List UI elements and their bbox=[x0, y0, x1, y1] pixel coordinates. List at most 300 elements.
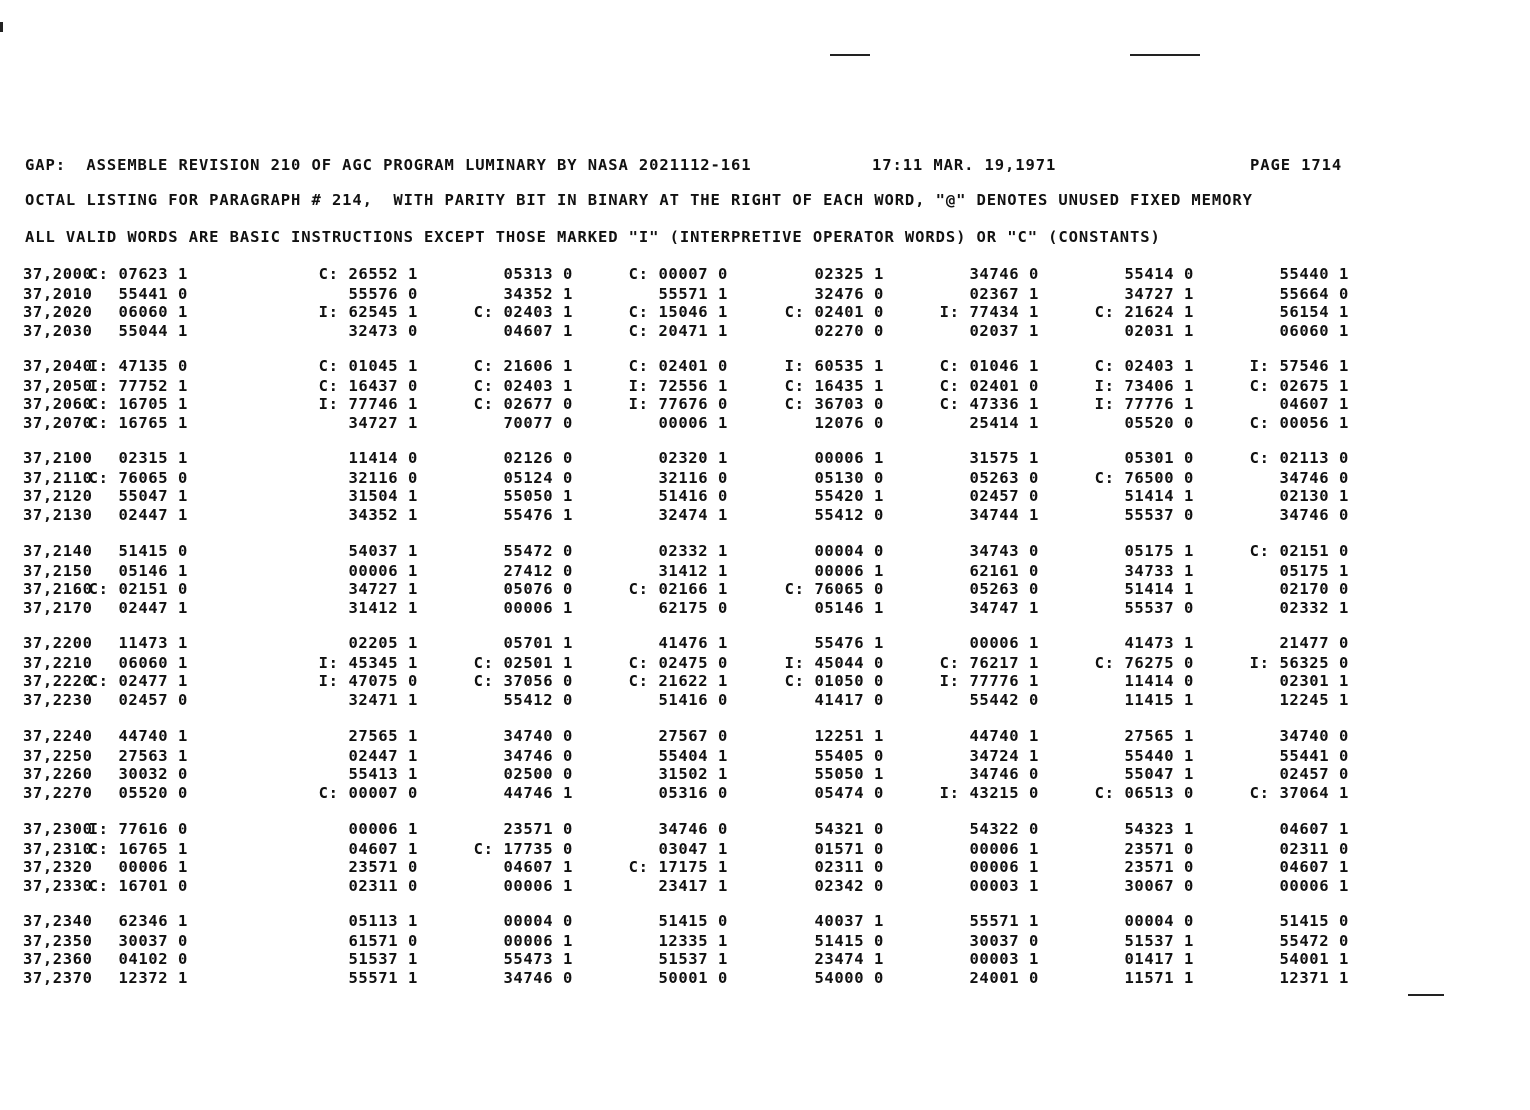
octal-word: 23571 0 bbox=[1124, 858, 1194, 876]
octal-word: C: 16437 0 bbox=[318, 377, 418, 395]
octal-word: 02447 1 bbox=[118, 506, 188, 524]
memory-address: 37,2300 bbox=[23, 820, 93, 838]
octal-word: 05313 0 bbox=[503, 265, 573, 283]
octal-word: 06060 1 bbox=[118, 303, 188, 321]
octal-word: 61571 0 bbox=[348, 932, 418, 950]
octal-word: 05130 0 bbox=[814, 469, 884, 487]
octal-word: 34746 0 bbox=[1279, 469, 1349, 487]
octal-word: 12076 0 bbox=[814, 414, 884, 432]
listing-row bbox=[0, 634, 1530, 652]
octal-word: C: 37064 1 bbox=[1249, 784, 1349, 802]
octal-word: 55420 1 bbox=[814, 487, 884, 505]
octal-word: 02170 0 bbox=[1279, 580, 1349, 598]
octal-word: 55571 1 bbox=[658, 285, 728, 303]
octal-word: 02205 1 bbox=[348, 634, 418, 652]
octal-word: 55405 0 bbox=[814, 747, 884, 765]
octal-word: C: 76500 0 bbox=[1094, 469, 1194, 487]
page-number: PAGE 1714 bbox=[1250, 156, 1343, 174]
octal-word: 21477 0 bbox=[1279, 634, 1349, 652]
scan-artifact bbox=[0, 22, 3, 32]
octal-word: 00006 1 bbox=[658, 414, 728, 432]
octal-word: C: 01045 1 bbox=[318, 357, 418, 375]
memory-address: 37,2360 bbox=[23, 950, 93, 968]
octal-word: 04102 0 bbox=[118, 950, 188, 968]
octal-word: C: 47336 1 bbox=[939, 395, 1039, 413]
octal-word: 34746 0 bbox=[503, 747, 573, 765]
listing-row bbox=[0, 487, 1530, 505]
octal-word: 34727 1 bbox=[348, 414, 418, 432]
octal-word: 55044 1 bbox=[118, 322, 188, 340]
octal-word: 11415 1 bbox=[1124, 691, 1194, 709]
memory-address: 37,2050 bbox=[23, 377, 93, 395]
memory-address: 37,2370 bbox=[23, 969, 93, 987]
octal-word: I: 45044 0 bbox=[784, 654, 884, 672]
octal-word: 12335 1 bbox=[658, 932, 728, 950]
memory-address: 37,2040 bbox=[23, 357, 93, 375]
memory-address: 37,2310 bbox=[23, 840, 93, 858]
listing-row bbox=[0, 727, 1530, 745]
octal-word: 05520 0 bbox=[1124, 414, 1194, 432]
octal-word: 05076 0 bbox=[503, 580, 573, 598]
memory-address: 37,2000 bbox=[23, 265, 93, 283]
octal-word: 05301 0 bbox=[1124, 449, 1194, 467]
octal-word: 32471 1 bbox=[348, 691, 418, 709]
octal-word: 44740 1 bbox=[118, 727, 188, 745]
octal-word: C: 16765 1 bbox=[88, 414, 188, 432]
octal-word: 55664 0 bbox=[1279, 285, 1349, 303]
octal-word: 55441 0 bbox=[1279, 747, 1349, 765]
octal-word: 55441 0 bbox=[118, 285, 188, 303]
listing-row bbox=[0, 840, 1530, 858]
octal-word: 34743 0 bbox=[969, 542, 1039, 560]
octal-word: 12371 1 bbox=[1279, 969, 1349, 987]
octal-word: 51537 1 bbox=[658, 950, 728, 968]
memory-address: 37,2330 bbox=[23, 877, 93, 895]
octal-word: 55571 1 bbox=[348, 969, 418, 987]
octal-word: 23474 1 bbox=[814, 950, 884, 968]
octal-word: 05146 1 bbox=[814, 599, 884, 617]
octal-word: 04607 1 bbox=[503, 858, 573, 876]
octal-word: 54321 0 bbox=[814, 820, 884, 838]
listing-row bbox=[0, 877, 1530, 895]
octal-word: C: 76217 1 bbox=[939, 654, 1039, 672]
octal-word: 55473 1 bbox=[503, 950, 573, 968]
octal-word: C: 21622 1 bbox=[628, 672, 728, 690]
octal-word: 05124 0 bbox=[503, 469, 573, 487]
octal-word: 27565 1 bbox=[1124, 727, 1194, 745]
listing-row bbox=[0, 765, 1530, 783]
octal-word: 54037 1 bbox=[348, 542, 418, 560]
octal-word: C: 02403 1 bbox=[473, 377, 573, 395]
octal-word: 00006 1 bbox=[969, 840, 1039, 858]
octal-word: 51415 0 bbox=[1279, 912, 1349, 930]
octal-word: 04607 1 bbox=[1279, 820, 1349, 838]
octal-word: I: 57546 1 bbox=[1249, 357, 1349, 375]
listing-row bbox=[0, 691, 1530, 709]
octal-word: I: 77752 1 bbox=[88, 377, 188, 395]
listing-row bbox=[0, 950, 1530, 968]
octal-word: 34746 0 bbox=[969, 265, 1039, 283]
octal-word: 25414 1 bbox=[969, 414, 1039, 432]
octal-word: 00004 0 bbox=[503, 912, 573, 930]
octal-word: 04607 1 bbox=[503, 322, 573, 340]
octal-word: I: 77434 1 bbox=[939, 303, 1039, 321]
octal-word: C: 20471 1 bbox=[628, 322, 728, 340]
octal-word: I: 62545 1 bbox=[318, 303, 418, 321]
octal-word: C: 36703 0 bbox=[784, 395, 884, 413]
octal-word: 00006 1 bbox=[348, 562, 418, 580]
octal-word: 05263 0 bbox=[969, 580, 1039, 598]
memory-address: 37,2260 bbox=[23, 765, 93, 783]
memory-address: 37,2100 bbox=[23, 449, 93, 467]
octal-word: 02311 0 bbox=[1279, 840, 1349, 858]
octal-word: C: 02401 0 bbox=[628, 357, 728, 375]
octal-word: 27563 1 bbox=[118, 747, 188, 765]
octal-word: 02332 1 bbox=[658, 542, 728, 560]
octal-word: C: 16765 1 bbox=[88, 840, 188, 858]
octal-word: I: 56325 0 bbox=[1249, 654, 1349, 672]
memory-address: 37,2110 bbox=[23, 469, 93, 487]
octal-word: C: 02403 1 bbox=[1094, 357, 1194, 375]
listing-row bbox=[0, 506, 1530, 524]
octal-word: I: 47135 0 bbox=[88, 357, 188, 375]
octal-word: 11473 1 bbox=[118, 634, 188, 652]
octal-word: 00006 1 bbox=[1279, 877, 1349, 895]
octal-word: 55537 0 bbox=[1124, 506, 1194, 524]
octal-word: 12251 1 bbox=[814, 727, 884, 745]
memory-address: 37,2070 bbox=[23, 414, 93, 432]
octal-word: C: 21606 1 bbox=[473, 357, 573, 375]
octal-word: C: 16435 1 bbox=[784, 377, 884, 395]
octal-word: 27412 0 bbox=[503, 562, 573, 580]
octal-word: C: 76275 0 bbox=[1094, 654, 1194, 672]
listing-row bbox=[0, 784, 1530, 802]
listing-row bbox=[0, 932, 1530, 950]
listing-row bbox=[0, 322, 1530, 340]
octal-word: 01571 0 bbox=[814, 840, 884, 858]
octal-word: 05113 1 bbox=[348, 912, 418, 930]
octal-word: 00004 0 bbox=[1124, 912, 1194, 930]
octal-word: 11414 0 bbox=[1124, 672, 1194, 690]
octal-word: 44740 1 bbox=[969, 727, 1039, 745]
memory-address: 37,2130 bbox=[23, 506, 93, 524]
octal-word: 11414 0 bbox=[348, 449, 418, 467]
octal-word: 02315 1 bbox=[118, 449, 188, 467]
octal-word: 31412 1 bbox=[348, 599, 418, 617]
listing-row bbox=[0, 449, 1530, 467]
octal-word: 34733 1 bbox=[1124, 562, 1194, 580]
memory-address: 37,2030 bbox=[23, 322, 93, 340]
octal-word: 00006 1 bbox=[814, 562, 884, 580]
octal-word: 41476 1 bbox=[658, 634, 728, 652]
octal-word: 51537 1 bbox=[1124, 932, 1194, 950]
octal-word: 30037 0 bbox=[969, 932, 1039, 950]
octal-word: C: 17735 0 bbox=[473, 840, 573, 858]
memory-address: 37,2270 bbox=[23, 784, 93, 802]
octal-word: 55576 0 bbox=[348, 285, 418, 303]
octal-word: 34746 0 bbox=[969, 765, 1039, 783]
octal-word: 51415 0 bbox=[814, 932, 884, 950]
octal-word: C: 02675 1 bbox=[1249, 377, 1349, 395]
octal-word: 02447 1 bbox=[348, 747, 418, 765]
memory-address: 37,2140 bbox=[23, 542, 93, 560]
listing-row bbox=[0, 357, 1530, 375]
memory-address: 37,2240 bbox=[23, 727, 93, 745]
octal-word: 55050 1 bbox=[503, 487, 573, 505]
octal-word: 12245 1 bbox=[1279, 691, 1349, 709]
octal-word: 54322 0 bbox=[969, 820, 1039, 838]
octal-word: C: 15046 1 bbox=[628, 303, 728, 321]
listing-row bbox=[0, 969, 1530, 987]
octal-word: 05474 0 bbox=[814, 784, 884, 802]
octal-word: I: 77776 1 bbox=[1094, 395, 1194, 413]
octal-word: 02367 1 bbox=[969, 285, 1039, 303]
memory-address: 37,2160 bbox=[23, 580, 93, 598]
octal-word: 55476 1 bbox=[503, 506, 573, 524]
listing-row bbox=[0, 265, 1530, 283]
octal-word: 00006 1 bbox=[969, 858, 1039, 876]
octal-word: 05316 0 bbox=[658, 784, 728, 802]
listing-row bbox=[0, 580, 1530, 598]
octal-word: C: 00007 0 bbox=[318, 784, 418, 802]
octal-word: 34727 1 bbox=[348, 580, 418, 598]
listing-row bbox=[0, 395, 1530, 413]
octal-word: 00006 1 bbox=[814, 449, 884, 467]
memory-address: 37,2120 bbox=[23, 487, 93, 505]
octal-word: I: 47075 0 bbox=[318, 672, 418, 690]
memory-address: 37,2010 bbox=[23, 285, 93, 303]
octal-word: 62346 1 bbox=[118, 912, 188, 930]
octal-word: C: 02113 0 bbox=[1249, 449, 1349, 467]
octal-word: 62175 0 bbox=[658, 599, 728, 617]
listing-row bbox=[0, 820, 1530, 838]
octal-word: 55047 1 bbox=[118, 487, 188, 505]
listing-row bbox=[0, 414, 1530, 432]
octal-word: C: 02403 1 bbox=[473, 303, 573, 321]
octal-word: 12372 1 bbox=[118, 969, 188, 987]
octal-word: 34744 1 bbox=[969, 506, 1039, 524]
octal-word: 02447 1 bbox=[118, 599, 188, 617]
octal-word: 62161 0 bbox=[969, 562, 1039, 580]
octal-word: 50001 0 bbox=[658, 969, 728, 987]
octal-word: 41417 0 bbox=[814, 691, 884, 709]
memory-address: 37,2210 bbox=[23, 654, 93, 672]
octal-word: 30032 0 bbox=[118, 765, 188, 783]
octal-word: 02457 0 bbox=[1279, 765, 1349, 783]
octal-word: 32473 0 bbox=[348, 322, 418, 340]
octal-word: 51416 0 bbox=[658, 691, 728, 709]
assembly-title: GAP: ASSEMBLE REVISION 210 OF AGC PROGRAM LUMINARY BY NASA 2021112-161 bbox=[25, 156, 752, 174]
octal-word: 55472 0 bbox=[1279, 932, 1349, 950]
memory-address: 37,2150 bbox=[23, 562, 93, 580]
octal-word: I: 60535 1 bbox=[784, 357, 884, 375]
octal-word: 55476 1 bbox=[814, 634, 884, 652]
octal-word: 02031 1 bbox=[1124, 322, 1194, 340]
octal-word: C: 02475 0 bbox=[628, 654, 728, 672]
octal-word: C: 21624 1 bbox=[1094, 303, 1194, 321]
octal-word: 02037 1 bbox=[969, 322, 1039, 340]
octal-word: C: 01046 1 bbox=[939, 357, 1039, 375]
octal-word: C: 17175 1 bbox=[628, 858, 728, 876]
listing-row bbox=[0, 377, 1530, 395]
octal-word: C: 00007 0 bbox=[628, 265, 728, 283]
octal-word: 02332 1 bbox=[1279, 599, 1349, 617]
scan-artifact bbox=[1408, 994, 1444, 996]
octal-word: I: 77776 1 bbox=[939, 672, 1039, 690]
octal-word: C: 02151 0 bbox=[88, 580, 188, 598]
octal-word: I: 77746 1 bbox=[318, 395, 418, 413]
octal-word: C: 02401 0 bbox=[939, 377, 1039, 395]
octal-word: 02130 1 bbox=[1279, 487, 1349, 505]
octal-word: 55412 0 bbox=[503, 691, 573, 709]
octal-word: 00004 0 bbox=[814, 542, 884, 560]
octal-word: 05175 1 bbox=[1124, 542, 1194, 560]
octal-word: 31504 1 bbox=[348, 487, 418, 505]
memory-address: 37,2220 bbox=[23, 672, 93, 690]
octal-word: 00006 1 bbox=[503, 932, 573, 950]
octal-word: 05146 1 bbox=[118, 562, 188, 580]
octal-word: 34746 0 bbox=[1279, 506, 1349, 524]
octal-word: 00006 1 bbox=[969, 634, 1039, 652]
octal-word: 55537 0 bbox=[1124, 599, 1194, 617]
memory-address: 37,2250 bbox=[23, 747, 93, 765]
octal-word: 05520 0 bbox=[118, 784, 188, 802]
octal-word: C: 02401 0 bbox=[784, 303, 884, 321]
listing-row bbox=[0, 599, 1530, 617]
listing-row bbox=[0, 285, 1530, 303]
octal-word: 27565 1 bbox=[348, 727, 418, 745]
octal-word: 02342 0 bbox=[814, 877, 884, 895]
octal-word: C: 02501 1 bbox=[473, 654, 573, 672]
octal-word: 55413 1 bbox=[348, 765, 418, 783]
octal-word: 05175 1 bbox=[1279, 562, 1349, 580]
octal-word: 06060 1 bbox=[1279, 322, 1349, 340]
octal-word: I: 77616 0 bbox=[88, 820, 188, 838]
octal-word: 51415 0 bbox=[118, 542, 188, 560]
octal-word: C: 02677 0 bbox=[473, 395, 573, 413]
octal-word: 04607 1 bbox=[1279, 858, 1349, 876]
listing-legend: ALL VALID WORDS ARE BASIC INSTRUCTIONS EXCEPT THOSE MARKED "I" (INTERPRETIVE OPERATOR WORDS) OR "C" (CONSTANTS) bbox=[25, 228, 1161, 246]
octal-word: 04607 1 bbox=[348, 840, 418, 858]
octal-word: 34746 0 bbox=[503, 969, 573, 987]
memory-address: 37,2230 bbox=[23, 691, 93, 709]
octal-word: 55050 1 bbox=[814, 765, 884, 783]
octal-word: C: 02477 1 bbox=[88, 672, 188, 690]
octal-word: 30067 0 bbox=[1124, 877, 1194, 895]
octal-word: 70077 0 bbox=[503, 414, 573, 432]
octal-word: 23571 0 bbox=[348, 858, 418, 876]
octal-word: 05263 0 bbox=[969, 469, 1039, 487]
octal-word: 01417 1 bbox=[1124, 950, 1194, 968]
octal-word: 00003 1 bbox=[969, 950, 1039, 968]
octal-word: 02270 0 bbox=[814, 322, 884, 340]
octal-word: C: 00056 1 bbox=[1249, 414, 1349, 432]
octal-word: 34727 1 bbox=[1124, 285, 1194, 303]
memory-address: 37,2170 bbox=[23, 599, 93, 617]
octal-word: 40037 1 bbox=[814, 912, 884, 930]
octal-word: C: 07623 1 bbox=[88, 265, 188, 283]
octal-word: 55472 0 bbox=[503, 542, 573, 560]
octal-word: 02457 0 bbox=[969, 487, 1039, 505]
octal-word: 32116 0 bbox=[348, 469, 418, 487]
octal-word: I: 43215 0 bbox=[939, 784, 1039, 802]
octal-word: 03047 1 bbox=[658, 840, 728, 858]
listing-row bbox=[0, 912, 1530, 930]
listing-row bbox=[0, 469, 1530, 487]
memory-address: 37,2020 bbox=[23, 303, 93, 321]
octal-word: 55412 0 bbox=[814, 506, 884, 524]
octal-word: 55440 1 bbox=[1124, 747, 1194, 765]
scan-artifact bbox=[1130, 54, 1200, 56]
octal-word: 02126 0 bbox=[503, 449, 573, 467]
octal-word: 55404 1 bbox=[658, 747, 728, 765]
scan-artifact bbox=[830, 54, 870, 56]
octal-word: 05701 1 bbox=[503, 634, 573, 652]
listing-row bbox=[0, 303, 1530, 321]
octal-word: C: 16701 0 bbox=[88, 877, 188, 895]
octal-word: 27567 0 bbox=[658, 727, 728, 745]
octal-word: 04607 1 bbox=[1279, 395, 1349, 413]
octal-word: 02325 1 bbox=[814, 265, 884, 283]
octal-word: I: 72556 1 bbox=[628, 377, 728, 395]
octal-word: C: 76065 0 bbox=[784, 580, 884, 598]
octal-word: 00006 1 bbox=[503, 877, 573, 895]
octal-word: C: 16705 1 bbox=[88, 395, 188, 413]
octal-word: 02311 0 bbox=[348, 877, 418, 895]
memory-address: 37,2200 bbox=[23, 634, 93, 652]
listing-row bbox=[0, 747, 1530, 765]
octal-word: C: 76065 0 bbox=[88, 469, 188, 487]
octal-word: 55442 0 bbox=[969, 691, 1039, 709]
octal-word: 11571 1 bbox=[1124, 969, 1194, 987]
listing-description: OCTAL LISTING FOR PARAGRAPH # 214, WITH PARITY BIT IN BINARY AT THE RIGHT OF EACH WORD, "@" DENOTES UNUSED FIXED MEMORY bbox=[25, 191, 1253, 209]
octal-word: 31412 1 bbox=[658, 562, 728, 580]
octal-word: 24001 0 bbox=[969, 969, 1039, 987]
octal-word: 55440 1 bbox=[1279, 265, 1349, 283]
octal-word: 34724 1 bbox=[969, 747, 1039, 765]
listing-row bbox=[0, 672, 1530, 690]
memory-address: 37,2060 bbox=[23, 395, 93, 413]
listing-row bbox=[0, 858, 1530, 876]
octal-word: 51415 0 bbox=[658, 912, 728, 930]
octal-word: 23417 1 bbox=[658, 877, 728, 895]
memory-address: 37,2340 bbox=[23, 912, 93, 930]
octal-word: 54001 1 bbox=[1279, 950, 1349, 968]
octal-word: 00006 1 bbox=[348, 820, 418, 838]
listing-row bbox=[0, 542, 1530, 560]
octal-word: C: 06513 0 bbox=[1094, 784, 1194, 802]
octal-word: 51414 1 bbox=[1124, 487, 1194, 505]
memory-address: 37,2350 bbox=[23, 932, 93, 950]
octal-word: 41473 1 bbox=[1124, 634, 1194, 652]
octal-word: 02301 1 bbox=[1279, 672, 1349, 690]
octal-word: 34747 1 bbox=[969, 599, 1039, 617]
octal-word: 00003 1 bbox=[969, 877, 1039, 895]
octal-word: 34352 1 bbox=[503, 285, 573, 303]
octal-word: 56154 1 bbox=[1279, 303, 1349, 321]
assembly-date: 17:11 MAR. 19,1971 bbox=[872, 156, 1057, 174]
octal-word: 02500 0 bbox=[503, 765, 573, 783]
octal-word: 54000 0 bbox=[814, 969, 884, 987]
octal-word: 54323 1 bbox=[1124, 820, 1194, 838]
octal-word: C: 26552 1 bbox=[318, 265, 418, 283]
octal-word: 02457 0 bbox=[118, 691, 188, 709]
octal-word: C: 37056 0 bbox=[473, 672, 573, 690]
octal-word: 02320 1 bbox=[658, 449, 728, 467]
listing-row bbox=[0, 562, 1530, 580]
octal-word: 34746 0 bbox=[658, 820, 728, 838]
octal-word: 34740 0 bbox=[503, 727, 573, 745]
